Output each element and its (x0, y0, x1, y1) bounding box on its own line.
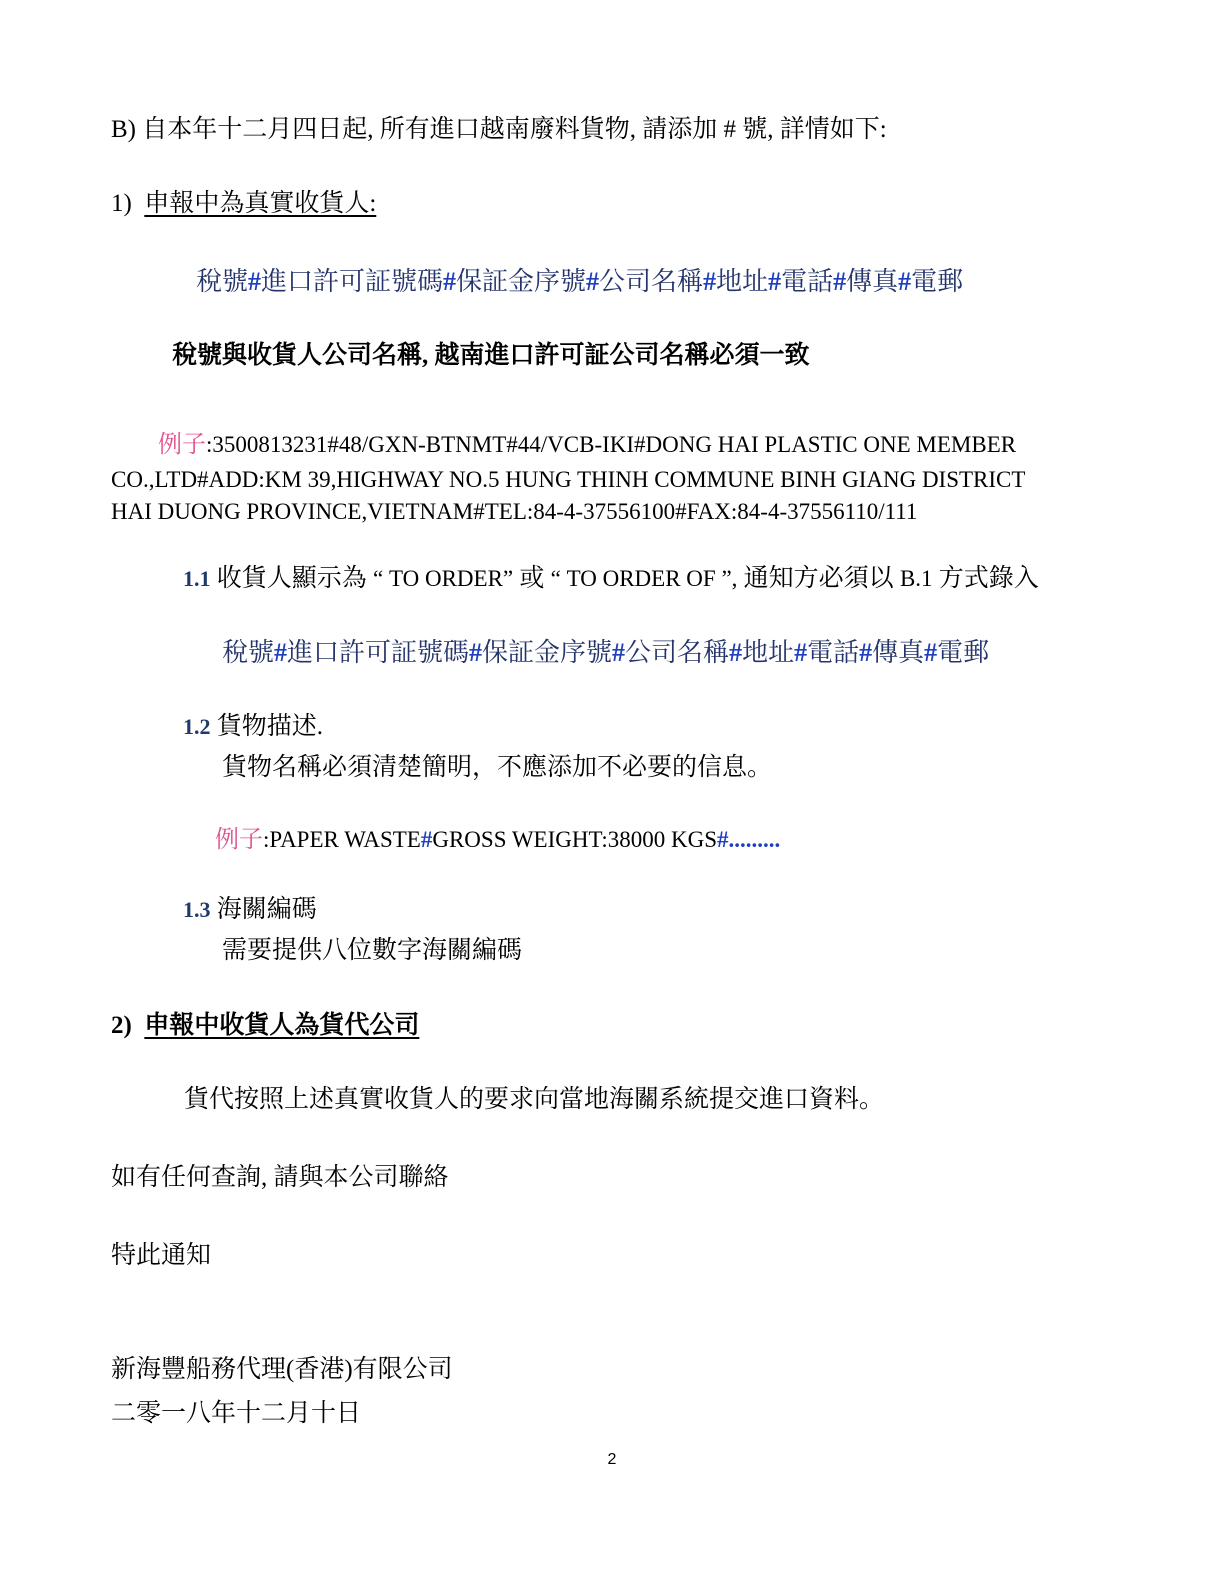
field-deposit-no: 保証金序號 (456, 267, 587, 296)
field-tel: 電話 (781, 267, 834, 296)
document-date: 二零一八年十二月十日 (111, 1400, 362, 1427)
sub-1-1-number: 1.1 (183, 566, 211, 591)
sub-1-2-body: 貨物名稱必須清楚簡明，不應添加不必要的信息。 (222, 754, 773, 781)
company-name: 新海豐船務代理(香港)有限公司 (111, 1356, 453, 1383)
sub-1-2-heading: 1.2 貨物描述. (183, 713, 324, 740)
item-2-heading (111, 1010, 419, 1042)
field-company-name: 公司名稱 (599, 267, 704, 296)
example-line-1: 例子:3500813231#48/GXN-BTNMT#44/VCB-IKI#DONG HAI PLASTIC ONE MEMBER (158, 432, 1017, 458)
sub-1-2-number: 1.2 (183, 714, 211, 739)
page-number: 2 (607, 1451, 617, 1468)
item-1-heading (111, 188, 376, 220)
enquiry-text: 如有任何查詢, 請與本公司聯絡 (111, 1164, 449, 1191)
format-sequence-1: 稅號#進口許可証號碼#保証金序號#公司名稱#地址#電話#傳真#電郵 (196, 267, 964, 296)
field-email: 電郵 (911, 267, 964, 296)
example-label-2: 例子 (215, 827, 263, 853)
item-2-body: 貨代按照上述真實收貨人的要求向當地海關系統提交進口資料。 (184, 1086, 885, 1113)
consistency-note: 稅號與收貨人公司名稱, 越南進口許可証公司名稱必須一致 (172, 342, 810, 369)
section-b-heading: B) 自本年十二月四日起, 所有進口越南廢料貨物, 請添加 # 號, 詳情如下: (111, 116, 887, 143)
sub-1-1: 1.1 收貨人顯示為 “ TO ORDER” 或 “ TO ORDER OF ”, 通知方必須以 B.1 方式錄入 (183, 565, 1039, 592)
example-label: 例子 (158, 432, 206, 458)
item-1-number: 1) (111, 190, 132, 217)
field-fax: 傳真 (846, 267, 899, 296)
goods-example: 例子:PAPER WASTE#GROSS WEIGHT:38000 KGS#......... (215, 827, 781, 853)
item-1-title: 申報中為真實收貨人: (144, 190, 377, 217)
format-sequence-2: 稅號#進口許可証號碼#保証金序號#公司名稱#地址#電話#傳真#電郵 (222, 638, 990, 667)
field-tax-id: 稅號 (196, 267, 249, 296)
example-line-2: CO.,LTD#ADD:KM 39,HIGHWAY NO.5 HUNG THINH COMMUNE BINH GIANG DISTRICT (111, 467, 1026, 492)
notice-text: 特此通知 (111, 1242, 212, 1269)
field-address: 地址 (716, 267, 769, 296)
sub-1-3-number: 1.3 (183, 897, 211, 922)
item-2-number: 2) (111, 1012, 132, 1039)
item-2-title: 申報中收貨人為貨代公司 (144, 1012, 420, 1039)
sub-1-3-heading: 1.3 海關編碼 (183, 896, 317, 923)
field-import-license: 進口許可証號碼 (261, 267, 444, 296)
example-line-3: HAI DUONG PROVINCE,VIETNAM#TEL:84-4-37556100#FAX:84-4-37556110/111 (111, 499, 918, 524)
sub-1-3-body: 需要提供八位數字海關編碼 (222, 937, 523, 964)
